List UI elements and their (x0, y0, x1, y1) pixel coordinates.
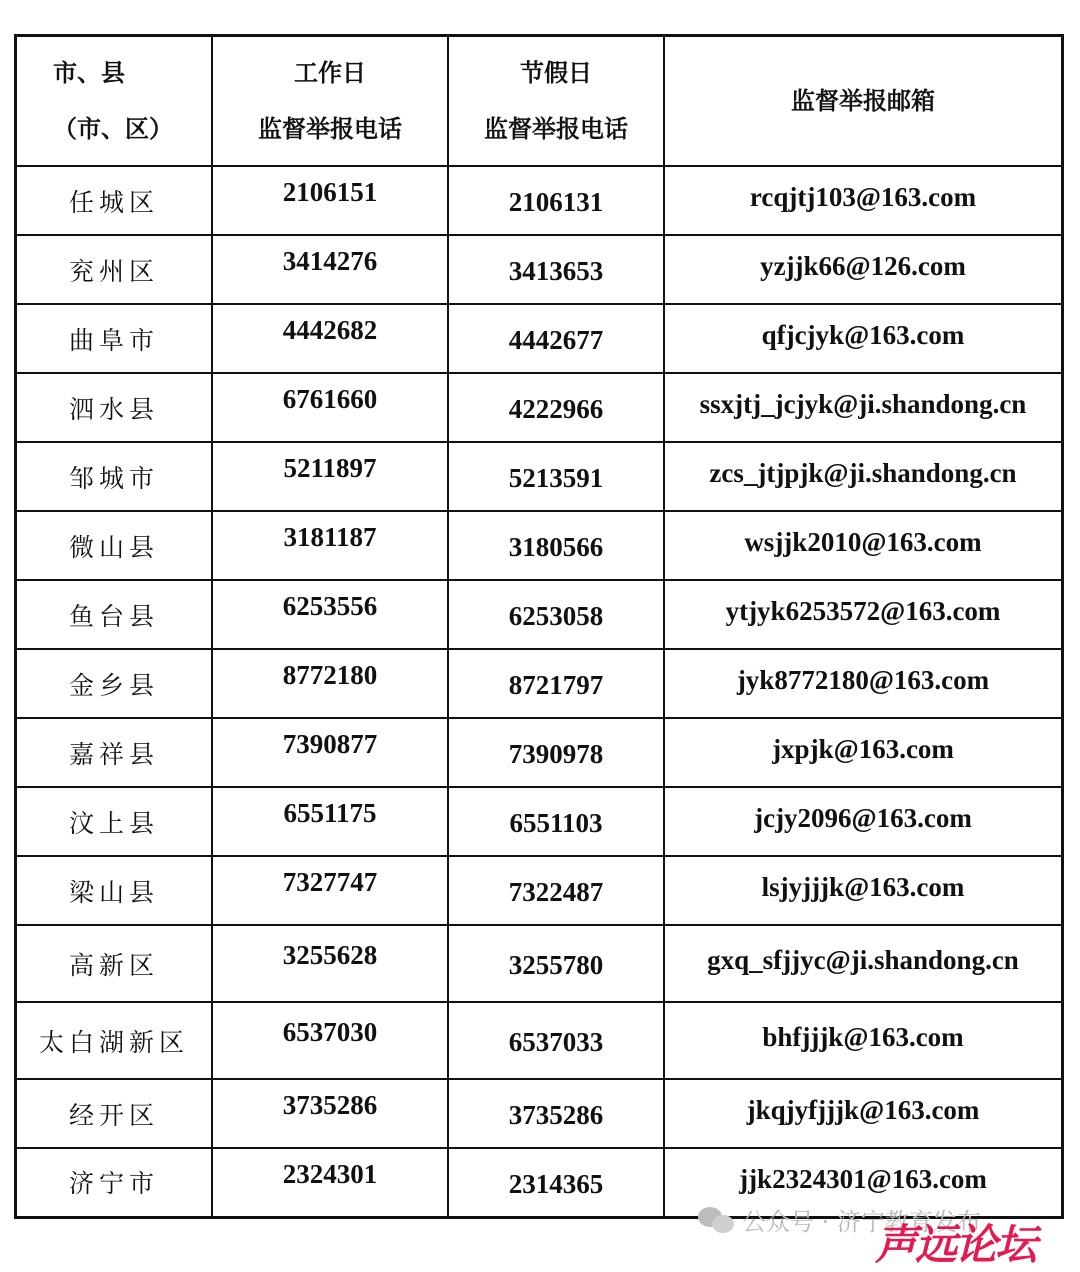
email-address: yzjjk66@126.com (760, 251, 966, 281)
email-address: ssxjtj_jcjyk@ji.shandong.cn (699, 389, 1027, 419)
holiday-phone-cell (448, 442, 664, 511)
email-address: qfjcjyk@163.com (761, 320, 965, 350)
workday-phone-cell (212, 580, 448, 649)
header-line: 节假日 (520, 59, 592, 87)
holiday-phone: 3180566 (508, 532, 604, 562)
area-cell (16, 925, 213, 1002)
holiday-phone-cell (448, 304, 664, 373)
holiday-phone: 6551103 (509, 808, 603, 838)
area-name: 邹城市 (68, 463, 159, 493)
supervision-hotline-table (14, 34, 1064, 1219)
area-cell (16, 1002, 213, 1079)
holiday-phone: 2106131 (508, 187, 604, 217)
holiday-phone: 6537033 (508, 1027, 604, 1057)
area-name: 济宁市 (68, 1169, 159, 1199)
email-address: rcqjtj103@163.com (749, 182, 977, 212)
holiday-phone-cell (448, 787, 664, 856)
holiday-phone-cell (448, 856, 664, 925)
workday-phone-cell (212, 304, 448, 373)
workday-phone-cell (212, 235, 448, 304)
workday-phone: 3414276 (282, 246, 378, 276)
email-cell (664, 442, 1063, 511)
workday-phone-cell (212, 856, 448, 925)
watermark-text: 公众号 · 济宁教育发布 (742, 1208, 981, 1236)
email-cell (664, 1002, 1063, 1079)
table-row (16, 1002, 1063, 1079)
holiday-phone-cell (448, 235, 664, 304)
area-cell (16, 649, 213, 718)
holiday-phone: 4442677 (508, 325, 604, 355)
workday-phone-cell (212, 1002, 448, 1079)
header-holiday-phone (448, 36, 664, 167)
area-name: 梁山县 (68, 877, 159, 907)
header-line: 监督举报邮箱 (791, 87, 935, 115)
holiday-phone-cell (448, 1079, 664, 1148)
workday-phone-cell (212, 925, 448, 1002)
area-name: 泗水县 (68, 394, 159, 424)
holiday-phone-cell (448, 718, 664, 787)
area-name: 高新区 (68, 950, 159, 980)
email-address: jcjy2096@163.com (754, 803, 972, 833)
holiday-phone-cell (448, 511, 664, 580)
email-address: jjk2324301@163.com (739, 1163, 987, 1194)
area-cell (16, 511, 213, 580)
table-row (16, 304, 1063, 373)
email-address: gxq_sfjjyc@ji.shandong.cn (707, 945, 1019, 975)
holiday-phone-cell (448, 166, 664, 235)
email-cell (664, 580, 1063, 649)
holiday-phone: 7390978 (508, 739, 604, 769)
area-cell (16, 580, 213, 649)
workday-phone: 6537030 (282, 1017, 378, 1047)
holiday-phone: 3735286 (508, 1100, 604, 1130)
workday-phone-cell (212, 166, 448, 235)
area-cell (16, 235, 213, 304)
holiday-phone-cell (448, 580, 664, 649)
table-row (16, 649, 1063, 718)
table-row (16, 235, 1063, 304)
area-name: 微山县 (68, 532, 159, 562)
workday-phone-cell (212, 1148, 448, 1217)
area-cell (16, 373, 213, 442)
area-name: 金乡县 (68, 670, 159, 700)
email-address: lsjyjjjk@163.com (761, 872, 965, 902)
header-email (664, 36, 1063, 167)
workday-phone: 2324301 (282, 1158, 378, 1189)
workday-phone-cell (212, 787, 448, 856)
area-name: 太白湖新区 (38, 1027, 189, 1057)
email-address: jxpjk@163.com (772, 734, 954, 764)
holiday-phone: 7322487 (508, 877, 604, 907)
workday-phone: 6253556 (282, 591, 378, 621)
email-address: ytjyk6253572@163.com (725, 596, 1001, 626)
holiday-phone-cell (448, 1148, 664, 1217)
email-cell (664, 373, 1063, 442)
workday-phone-cell (212, 718, 448, 787)
header-area (16, 36, 213, 167)
area-name: 曲阜市 (68, 325, 159, 355)
holiday-phone: 5213591 (508, 463, 604, 493)
header-line: 监督举报电话 (484, 115, 628, 143)
workday-phone: 3181187 (283, 522, 377, 552)
area-cell (16, 718, 213, 787)
wechat-icon (698, 1207, 734, 1233)
table-row (16, 787, 1063, 856)
email-address: jkqjyfjjjk@163.com (746, 1095, 980, 1125)
header-area-wrap (53, 45, 175, 157)
workday-phone-cell (212, 1079, 448, 1148)
holiday-phone-cell (448, 1002, 664, 1079)
workday-phone: 8772180 (282, 660, 378, 690)
table-row (16, 925, 1063, 1002)
header-wrap-spacer (127, 45, 175, 101)
workday-phone: 7327747 (282, 867, 378, 897)
holiday-phone: 2314365 (508, 1168, 604, 1199)
holiday-phone-cell (448, 649, 664, 718)
email-address: jyk8772180@163.com (736, 665, 990, 695)
table-row (16, 166, 1063, 235)
table-row (16, 373, 1063, 442)
header-workday-phone (212, 36, 448, 167)
area-cell (16, 856, 213, 925)
email-cell (664, 235, 1063, 304)
forum-logo: 声远论坛 (875, 1220, 1036, 1269)
email-cell (664, 787, 1063, 856)
holiday-phone: 4222966 (508, 394, 604, 424)
workday-phone: 4442682 (282, 315, 378, 345)
table-row (16, 511, 1063, 580)
area-name: 鱼台县 (68, 601, 159, 631)
email-address: wsjjk2010@163.com (744, 527, 982, 557)
area-name: 嘉祥县 (68, 739, 159, 769)
email-cell (664, 856, 1063, 925)
area-cell (16, 1079, 213, 1148)
table-row (16, 856, 1063, 925)
area-cell (16, 304, 213, 373)
area-cell (16, 442, 213, 511)
email-cell (664, 925, 1063, 1002)
holiday-phone-cell (448, 373, 664, 442)
header-line: 工作日 (294, 59, 366, 87)
workday-phone: 7390877 (282, 729, 378, 759)
email-cell (664, 304, 1063, 373)
holiday-phone-cell (448, 925, 664, 1002)
workday-phone: 5211897 (283, 453, 377, 483)
email-cell (664, 511, 1063, 580)
workday-phone-cell (212, 511, 448, 580)
area-cell (16, 1148, 213, 1217)
table-row (16, 718, 1063, 787)
email-address: zcs_jtjpjk@ji.shandong.cn (709, 458, 1017, 488)
header-line: 监督举报电话 (258, 115, 402, 143)
email-cell (664, 166, 1063, 235)
holiday-phone: 6253058 (508, 601, 604, 631)
table-header-row (16, 36, 1063, 167)
workday-phone: 2106151 (282, 177, 378, 207)
workday-phone-cell (212, 442, 448, 511)
area-cell (16, 166, 213, 235)
workday-phone: 6761660 (282, 384, 378, 414)
table-row (16, 1079, 1063, 1148)
holiday-phone: 8721797 (508, 670, 604, 700)
holiday-phone: 3413653 (508, 256, 604, 286)
table-row (16, 580, 1063, 649)
area-cell (16, 787, 213, 856)
email-cell (664, 649, 1063, 718)
header-area-text: 市、县（市、区） (53, 59, 173, 143)
email-cell (664, 1079, 1063, 1148)
table-row (16, 442, 1063, 511)
workday-phone: 6551175 (283, 798, 377, 828)
area-name: 兖州区 (68, 256, 159, 286)
holiday-phone: 3255780 (508, 950, 604, 980)
area-name: 任城区 (68, 187, 159, 217)
workday-phone-cell (212, 649, 448, 718)
area-name: 经开区 (68, 1100, 159, 1130)
email-address: bhfjjjk@163.com (762, 1022, 964, 1052)
workday-phone: 3735286 (282, 1090, 378, 1120)
workday-phone-cell (212, 373, 448, 442)
workday-phone: 3255628 (282, 940, 378, 970)
email-cell (664, 718, 1063, 787)
area-name: 汶上县 (68, 808, 159, 838)
